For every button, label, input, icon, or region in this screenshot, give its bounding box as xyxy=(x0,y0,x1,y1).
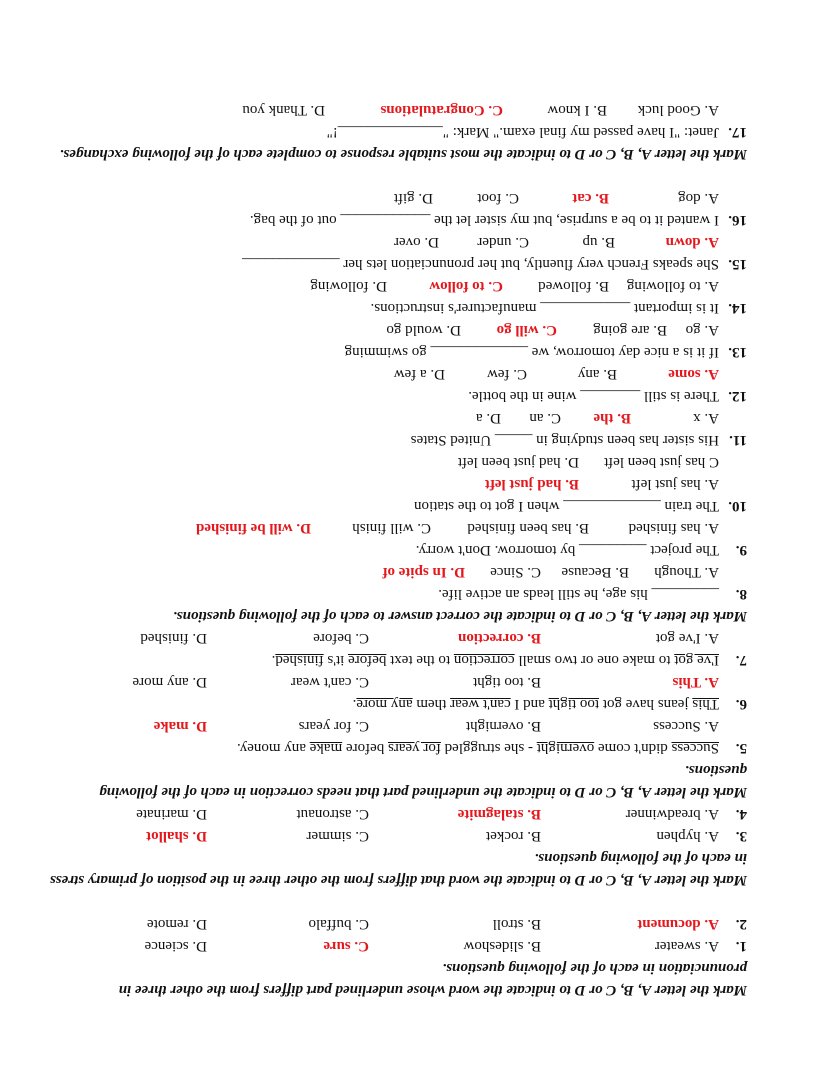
underlined-part-a: This xyxy=(692,696,719,712)
option-c: C. under xyxy=(477,234,529,250)
underlined-part-c: before xyxy=(348,652,387,668)
option-a: A. Though xyxy=(654,564,719,580)
option-d: D. marinate xyxy=(136,806,207,822)
question-1 xyxy=(48,935,747,957)
option-b: B. are going xyxy=(593,322,667,338)
option-b: B. any xyxy=(577,366,617,382)
option-d-correct: D. shallot xyxy=(146,828,207,844)
section-instruction-exchanges: Mark the letter A, B, C or D to indicate the most suitable response to complete each of the following exchanges. xyxy=(59,146,747,162)
question-12-options xyxy=(48,363,747,385)
option-d: D. following xyxy=(310,278,387,294)
option-b-correct: B. the xyxy=(593,410,631,426)
question-10-stem: 10.The train _____________ when I got to the station xyxy=(414,498,747,514)
option-b: B. overnight xyxy=(466,718,541,734)
option-b: B. rocket xyxy=(486,828,541,844)
question-7-options xyxy=(48,627,747,649)
option-c-correct: C. to follow xyxy=(429,278,503,294)
option-d: D. gift xyxy=(393,190,433,206)
option-c: C. foot xyxy=(477,190,519,206)
option-a: A. breadwinner xyxy=(625,806,719,822)
section-instruction-correction: Mark the letter A, B, C or D to indicate the underlined part that needs correction in each of the following questions. xyxy=(99,762,747,800)
question-8-stem: 8._________ his age, he still leads an active life. xyxy=(438,586,747,602)
option-b-correct: B. cat xyxy=(572,190,609,206)
option-a-correct: A. document xyxy=(637,916,719,932)
option-a: A. Success xyxy=(653,718,719,734)
underlined-part-b: correction xyxy=(453,652,515,668)
question-16-options xyxy=(48,187,747,209)
option-b: B. stroll xyxy=(492,916,541,932)
option-b: B. has been finished xyxy=(467,520,589,536)
question-17-options xyxy=(48,99,747,121)
question-11-options xyxy=(48,407,747,429)
question-number: 3. xyxy=(735,828,747,844)
question-number: 2. xyxy=(735,916,747,932)
option-c: C. before xyxy=(313,630,369,646)
question-6-options xyxy=(48,671,747,693)
question-9-stem: 9.The project _________ by tomorrow. Don't worry. xyxy=(415,542,747,558)
option-d-correct: D. make xyxy=(153,718,207,734)
option-d: D. had just been left xyxy=(457,454,579,470)
option-a: A. go xyxy=(685,322,719,338)
option-a: A. hyphen xyxy=(656,828,719,844)
option-b-correct: B. correction xyxy=(457,630,541,646)
question-16-stem: 16.I wanted it to be a surprise, but my sister let the ____________ out of the bag. xyxy=(249,212,747,228)
option-c: C has just been left xyxy=(604,454,719,470)
underlined-part-b: too tight xyxy=(548,696,600,712)
option-c: C. simmer xyxy=(306,828,369,844)
question-10-options-cd xyxy=(48,451,747,473)
underlined-part-c: can't wear xyxy=(450,696,511,712)
underlined-part-d: make xyxy=(309,740,343,756)
question-14-stem: 14.It is important ____________ manufacturer's instructions. xyxy=(370,300,747,316)
option-d: D. a xyxy=(476,410,501,426)
section-instruction-correct-answer: Mark the letter A, B, C or D to indicate the correct answer to each of the following questions. xyxy=(172,608,747,624)
question-5-stem: 5.Success didn't come overnight - she struggled for years before make any money. xyxy=(236,740,747,756)
question-13-options xyxy=(48,319,747,341)
question-number: 1. xyxy=(735,938,747,954)
question-4 xyxy=(48,803,747,825)
question-3 xyxy=(48,825,747,847)
option-d: D. any more xyxy=(132,674,207,690)
option-c: C. Since xyxy=(490,564,541,580)
option-b: B. I know xyxy=(547,102,607,118)
option-c-correct: C. will go xyxy=(496,322,557,338)
option-c: C. buffalo xyxy=(308,916,369,932)
option-a: A. I've got xyxy=(655,630,719,646)
option-a: A. dog xyxy=(678,190,719,206)
option-c-correct: C. Congratulations xyxy=(380,102,503,118)
option-b: B. slideshow xyxy=(463,938,541,954)
question-14-options xyxy=(48,275,747,297)
option-a: A. has just left xyxy=(631,476,719,492)
question-17-stem: 17.Janet: "I have passed my final exam." Mark: "______________!" xyxy=(326,124,747,140)
option-c: C. will finish xyxy=(352,520,431,536)
option-a: A. Good luck xyxy=(637,102,719,118)
question-9-options xyxy=(48,517,747,539)
option-d: D. would go xyxy=(386,322,461,338)
option-c: C. for years xyxy=(298,718,369,734)
underlined-part-a: Success xyxy=(671,740,719,756)
option-a: A. to following xyxy=(626,278,719,294)
option-a: A. sweater xyxy=(654,938,719,954)
option-b: B. up xyxy=(582,234,615,250)
question-15-stem: 15.She speaks French very fluently, but her pronunciation lets her _____________ xyxy=(242,256,747,272)
option-d: D. Thank you xyxy=(242,102,325,118)
option-d: D. science xyxy=(144,938,207,954)
option-d: D. finished xyxy=(140,630,207,646)
question-11-stem: 11.His sister has been studying in _____ United States xyxy=(410,432,747,448)
option-d: D. over xyxy=(394,234,439,250)
option-c: C. few xyxy=(487,366,527,382)
underlined-part-d: finished xyxy=(275,652,324,668)
question-12-stem: 12.There is still ________ wine in the bottle. xyxy=(468,388,747,404)
underlined-part-b: overnight xyxy=(536,740,595,756)
question-5-options xyxy=(48,715,747,737)
option-a-correct: A. some xyxy=(668,366,719,382)
section-instruction-stress: Mark the letter A, B, C or D to indicate the word that differs from the other three in the position of primary stress in each of the following questions. xyxy=(49,850,747,888)
question-8-options xyxy=(48,561,747,583)
option-a: A. has finished xyxy=(628,520,719,536)
option-d-correct: D. In spite of xyxy=(382,564,465,580)
option-c-correct: C. sure xyxy=(323,938,369,954)
question-7-stem: 7.I've got to make one or two small correction to the text before it's finished. xyxy=(271,652,747,668)
question-15-options xyxy=(48,231,747,253)
question-10-options-ab xyxy=(48,473,747,495)
option-d: D. a few xyxy=(393,366,445,382)
option-a-correct: A. down xyxy=(665,234,719,250)
underlined-part-c: for years xyxy=(388,740,441,756)
option-b-correct: B. stalagmite xyxy=(457,806,541,822)
section-instruction-pronunciation: Mark the letter A, B, C or D to indicate the word whose underlined part differs from the other three in pronunciation in each of the following questions. xyxy=(118,960,747,998)
option-a-correct: A. This xyxy=(672,674,719,690)
question-13-stem: 13.If it is a nice day tomorrow, we _____________ go swimming xyxy=(344,344,747,360)
option-d-correct: D. will be finished xyxy=(195,520,311,536)
option-b: B. too tight xyxy=(473,674,541,690)
underlined-part-d: any more xyxy=(356,696,413,712)
underlined-part-a: I've got xyxy=(674,652,719,668)
option-c: C. an xyxy=(529,410,561,426)
question-2 xyxy=(48,913,747,935)
option-b: B. Because xyxy=(561,564,629,580)
option-a: A. x xyxy=(693,410,719,426)
option-b: B. followed xyxy=(538,278,609,294)
option-b-correct: B. had just left xyxy=(484,476,579,492)
option-d: D. remote xyxy=(147,916,207,932)
question-number: 4. xyxy=(735,806,747,822)
option-c: C. can't wear xyxy=(290,674,369,690)
question-6-stem: 6.This jeans have got too tight and I can't wear them any more. xyxy=(352,696,747,712)
option-c: C. astronaut xyxy=(296,806,369,822)
